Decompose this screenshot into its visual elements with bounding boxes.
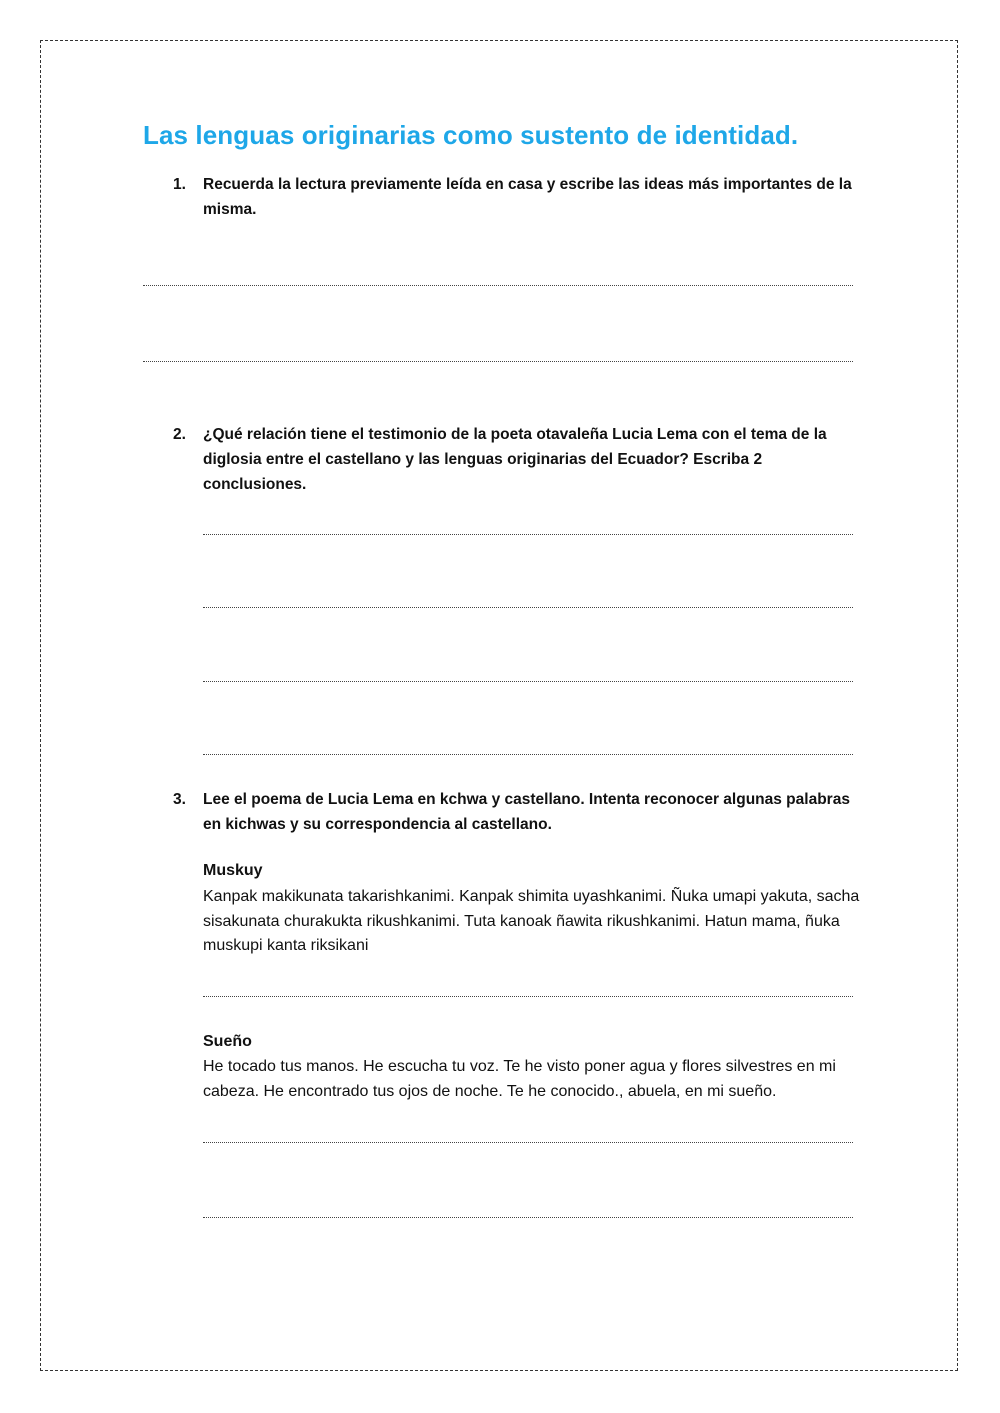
answer-line-2a[interactable]	[203, 534, 853, 535]
worksheet-title: Las lenguas originarias como sustento de identidad.	[143, 120, 799, 150]
question-2-text: ¿Qué relación tiene el testimonio de la poeta otavaleña Lucia Lema con el tema de la diglosia entre el castellano y las lenguas originarias del Ecuador? Escriba 2 conclusiones.	[203, 426, 827, 493]
poem-kichwa-body: Kanpak makikunata takarishkanimi. Kanpak shimita uyashkanimi. Ñuka umapi yakuta, sacha sisakunata churakukta rikushkanimi. Tuta kanoak ñawita rikushkanimi. Hatun mama, ñuka muskupi kanta riksikani	[203, 888, 860, 954]
answer-line-3a[interactable]	[203, 996, 853, 997]
question-3-number: 3.	[173, 791, 186, 808]
answer-line-2d[interactable]	[203, 754, 853, 755]
answer-line-2b[interactable]	[203, 607, 853, 608]
page-border	[40, 40, 958, 1371]
question-1-text: Recuerda la lectura previamente leída en casa y escribe las ideas más importantes de la misma.	[203, 176, 852, 218]
poem-castellano-body: He tocado tus manos. He escucha tu voz. Te he visto poner agua y flores silvestres en mi cabeza. He encontrado tus ojos de noche. Te he conocido., abuela, en mi sueño.	[203, 1058, 836, 1100]
question-3-text: Lee el poema de Lucia Lema en kchwa y castellano. Intenta reconocer algunas palabras en kichwas y su correspondencia al castellano.	[203, 791, 850, 833]
question-1-number: 1.	[173, 176, 186, 193]
answer-line-3c[interactable]	[203, 1217, 853, 1218]
answer-line-1b[interactable]	[143, 361, 853, 362]
answer-line-3b[interactable]	[203, 1142, 853, 1143]
poem-castellano-title: Sueño	[203, 1033, 252, 1050]
poem-kichwa-title: Muskuy	[203, 862, 263, 879]
question-2-number: 2.	[173, 426, 186, 443]
answer-line-2c[interactable]	[203, 681, 853, 682]
answer-line-1a[interactable]	[143, 285, 853, 286]
